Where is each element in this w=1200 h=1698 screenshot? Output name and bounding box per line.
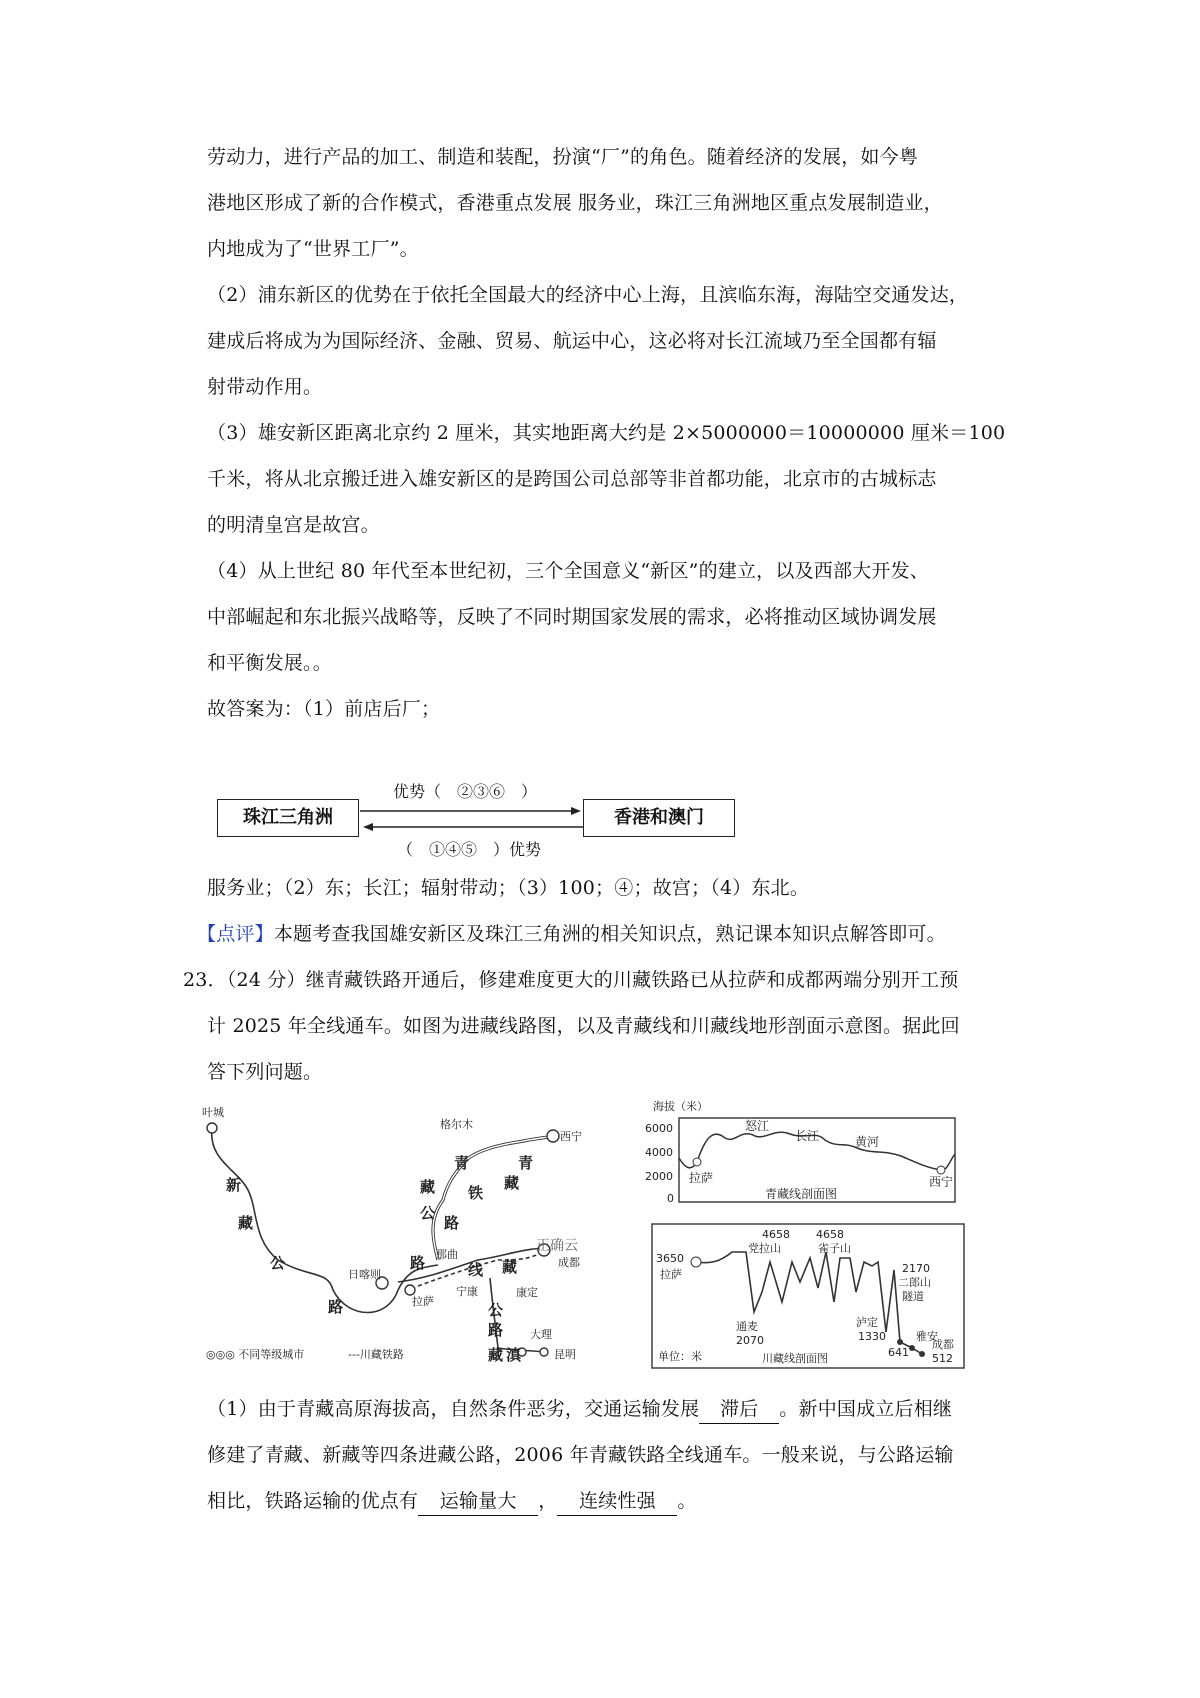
profile-label: 2070 — [736, 1334, 764, 1347]
subquestion-1-line1 — [207, 1395, 952, 1424]
profile-ylabel: 海拔（米） — [653, 1100, 708, 1113]
answer-blank: 连续性强 — [557, 1487, 677, 1516]
city-label: 昆明 — [554, 1348, 576, 1361]
text-line: （4）从上世纪 80 年代至本世纪初，三个全国意义“新区”的建立，以及西部大开发、 — [207, 560, 929, 582]
profile-label: 4658 — [762, 1228, 790, 1241]
legend-cities: ◎◎◎ 不同等级城市 — [206, 1348, 305, 1361]
route-char: 青 — [454, 1154, 470, 1172]
text-line: 港地区形成了新的合作模式，香港重点发展 服务业，珠江三角洲地区重点发展制造业， — [207, 192, 943, 214]
city-label: 康定 — [516, 1286, 538, 1299]
flow-diagram — [217, 775, 737, 865]
qingzang-profile — [645, 1098, 965, 1210]
route-char: 公 — [420, 1204, 436, 1222]
city-label: 格尔木 — [440, 1118, 473, 1131]
route-char: 铁 — [468, 1184, 484, 1202]
legend-rail: ---川藏铁路 — [348, 1348, 404, 1361]
comment-line — [197, 920, 946, 948]
question-23-line: 23．（24 分）继青藏铁路开通后，修建难度更大的川藏铁路已从拉萨和成都两端分别开工预 — [183, 969, 959, 991]
y-tick: 0 — [667, 1192, 674, 1205]
top-arrow-label: 优势（ ②③⑥ ） — [393, 782, 538, 801]
profile-label: 成都 — [932, 1338, 954, 1351]
answer-blank: 运输量大 — [418, 1487, 538, 1516]
text-line: （2）浦东新区的优势在于依托全国最大的经济中心上海，且滨临东海，海陆空交通发达， — [207, 284, 969, 306]
profile-label: 雀子山 — [818, 1242, 851, 1255]
city-label: 日喀则 — [348, 1268, 381, 1281]
text-line: 的明清皇宫是故宫。 — [207, 514, 380, 536]
y-tick: 2000 — [645, 1170, 673, 1183]
text-line: 计 2025 年全线通车。如图为进藏线路图，以及青藏线和川藏线地形剖面示意图。据此回 — [207, 1015, 960, 1037]
city-label: 成都 — [558, 1256, 580, 1269]
profile-label: 拉萨 — [660, 1268, 682, 1281]
profile-label: 隧道 — [902, 1290, 924, 1303]
river-label: 怒江 — [745, 1119, 770, 1133]
route-map — [198, 1100, 638, 1370]
text-span: 。新中国成立后相继 — [779, 1398, 953, 1420]
bottom-arrow-label: （ ①④⑤ ）优势 — [397, 840, 542, 859]
city-label: 那曲 — [436, 1248, 458, 1261]
profile-caption: 青藏线剖面图 — [765, 1187, 838, 1201]
text-line: （3）雄安新区距离北京约 2 厘米，其实地距离大约是 2×5000000＝10000000 厘米＝100 — [207, 422, 1006, 444]
route-char: 路 — [488, 1321, 504, 1339]
river-label: 长江 — [795, 1129, 820, 1143]
answer-blank: 滞后 — [699, 1395, 779, 1424]
city-label: 西宁 — [560, 1130, 582, 1143]
route-char: 公 — [488, 1301, 504, 1319]
watermark: 正确云 — [536, 1238, 578, 1254]
profile-label: 4658 — [816, 1228, 844, 1241]
text-line: 建成后将成为为国际经济、金融、贸易、航运中心，这必将对长江流域乃至全国都有辐 — [207, 330, 937, 352]
y-tick: 4000 — [645, 1146, 673, 1159]
profile-label: 1330 — [858, 1330, 886, 1343]
text-line: 中部崛起和东北振兴战略等，反映了不同时期国家发展的需求，必将推动区域协调发展 — [207, 606, 937, 628]
text-line: 内地成为了“世界工厂”。 — [207, 238, 419, 260]
chuanzang-profile — [650, 1222, 968, 1372]
city-label: 拉萨 — [412, 1295, 434, 1308]
profile-label: 泸定 — [856, 1316, 878, 1329]
answer-intro: 故答案为：（1）前店后厂； — [207, 698, 441, 720]
profile-end: 西宁 — [929, 1175, 954, 1189]
route-char: 线 — [468, 1261, 484, 1279]
profile-label: 党拉山 — [748, 1242, 781, 1255]
text-line: 和平衡发展。。 — [207, 652, 332, 674]
text-line: 修建了青藏、新藏等四条进藏公路，2006 年青藏铁路全线通车。一般来说，与公路运输 — [207, 1444, 954, 1466]
route-char: 新 — [226, 1176, 242, 1194]
profile-caption: 川藏线剖面图 — [762, 1352, 828, 1365]
profile-start: 拉萨 — [689, 1171, 714, 1185]
profile-label: 雅安 — [916, 1330, 938, 1343]
left-box: 珠江三角洲 — [217, 799, 359, 837]
profile-label: 512 — [932, 1352, 953, 1365]
profile-label: 641 — [888, 1346, 909, 1359]
route-char: 公 — [270, 1254, 286, 1272]
route-char: 藏 — [502, 1258, 518, 1276]
text-line: 千米，将从北京搬迁进入雄安新区的是跨国公司总部等非首都功能，北京市的古城标志 — [207, 468, 937, 490]
city-label: 叶城 — [202, 1106, 224, 1119]
profile-label: 二郎山 — [898, 1276, 931, 1289]
river-label: 黄河 — [855, 1135, 880, 1149]
text-span: ， — [538, 1490, 558, 1512]
route-char: 藏 — [504, 1174, 520, 1192]
subquestion-1-line3 — [207, 1487, 697, 1516]
route-char: 滇 — [506, 1346, 522, 1364]
route-char: 藏 — [420, 1178, 436, 1196]
text-line: 劳动力，进行产品的加工、制造和装配，扮演“厂”的角色。随着经济的发展，如今粤 — [207, 146, 919, 168]
text-line: 答下列问题。 — [207, 1061, 323, 1083]
text-span: 。 — [677, 1490, 697, 1512]
profile-label: 通麦 — [736, 1320, 758, 1333]
comment-text: 本题考查我国雄安新区及珠江三角洲的相关知识点，熟记课本知识点解答即可。 — [273, 923, 946, 945]
route-char: 藏 — [488, 1346, 504, 1364]
route-char: 藏 — [238, 1214, 254, 1232]
profile-label: 3650 — [656, 1252, 684, 1265]
route-char: 路 — [444, 1214, 460, 1232]
right-box: 香港和澳门 — [583, 799, 735, 837]
profile-label: 2170 — [902, 1262, 930, 1275]
text-span: 相比，铁路运输的优点有 — [207, 1490, 419, 1512]
city-label: 宁康 — [456, 1285, 478, 1298]
text-line: 射带动作用。 — [207, 376, 323, 398]
y-tick: 6000 — [645, 1122, 673, 1135]
route-char: 青 — [518, 1154, 534, 1172]
text-span: （1）由于青藏高原海拔高，自然条件恶劣，交通运输发展 — [207, 1398, 700, 1420]
profile-unit: 单位：米 — [658, 1350, 702, 1363]
route-char: 路 — [328, 1298, 344, 1316]
city-label: 大理 — [530, 1328, 552, 1341]
answer-rest: 服务业；（2）东；长江；辐射带动；（3）100；④；故宫；（4）东北。 — [207, 877, 810, 899]
comment-tag: 【点评】 — [197, 923, 274, 945]
route-char: 路 — [410, 1254, 426, 1272]
